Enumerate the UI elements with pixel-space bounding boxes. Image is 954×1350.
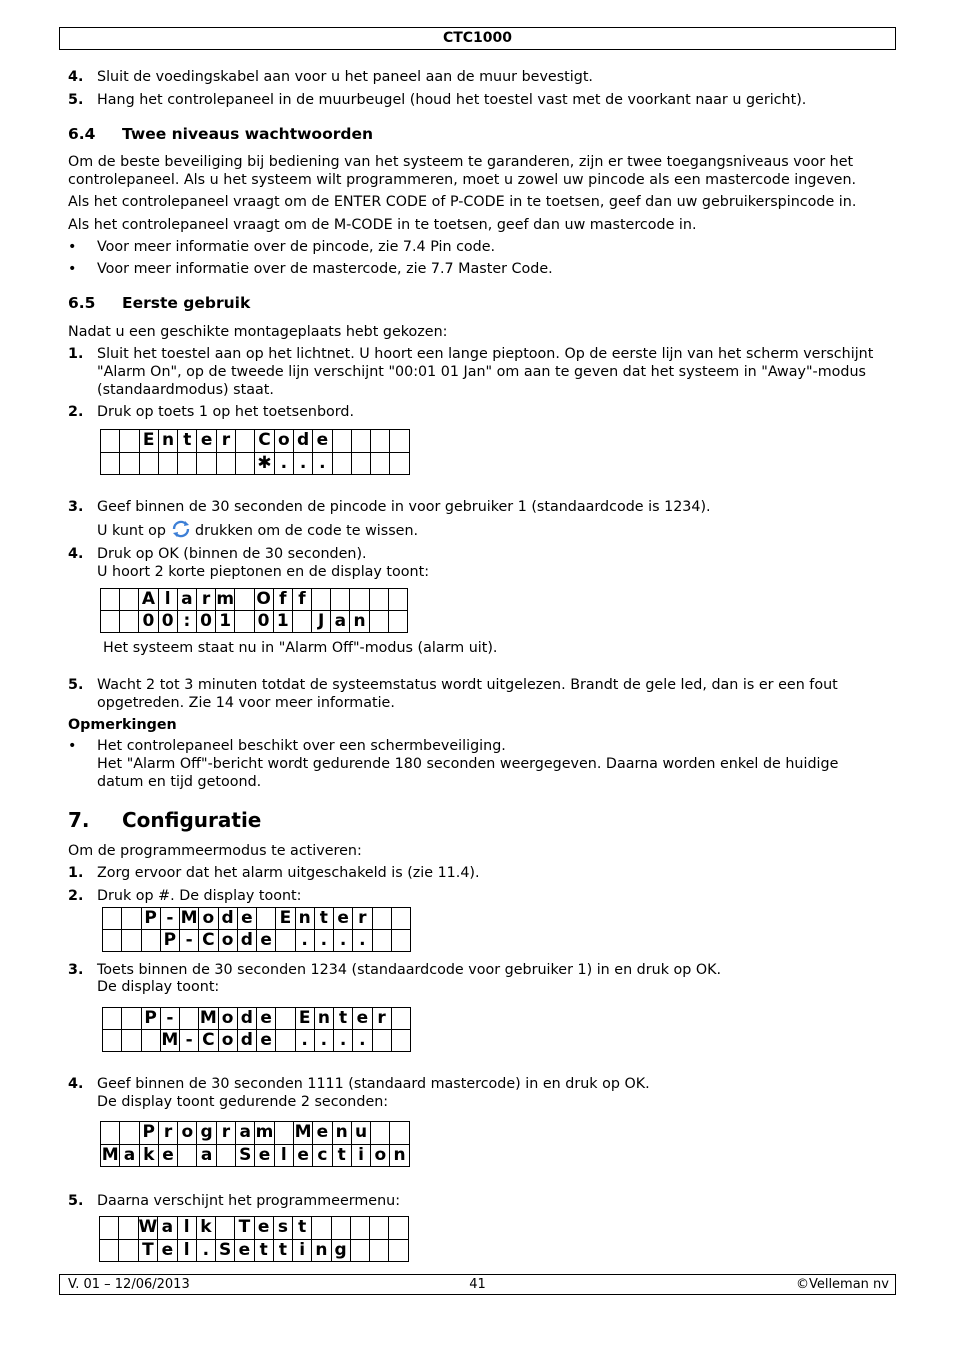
lcd-cell: g bbox=[331, 1239, 350, 1262]
lcd-cell: o bbox=[199, 908, 218, 930]
lcd-cell bbox=[257, 908, 276, 930]
step-text: Sluit het toestel aan op het lichtnet. U hoort een lange pieptoon. Op de eerste lijn van het scherm verschijnt "Alarm On", op de tweede lijn verschijnt "00:01 01 Jan" om aan te geven dat het systeem in "Away"-modus (standaardmodus) staat. bbox=[97, 346, 874, 398]
refresh-icon bbox=[171, 520, 191, 543]
lcd-cell bbox=[391, 1008, 410, 1030]
lcd-cell: e bbox=[353, 1008, 372, 1030]
lcd-cell bbox=[350, 1217, 369, 1240]
step-subtext: De display toont gedurende 2 seconden: bbox=[97, 1094, 389, 1110]
lcd-cell bbox=[370, 1239, 389, 1262]
lcd-cell bbox=[178, 1144, 197, 1167]
lcd-cell bbox=[370, 1217, 389, 1240]
lcd-cell: n bbox=[314, 1008, 333, 1030]
lcd-cell: 1 bbox=[273, 611, 292, 633]
lcd-cell: f bbox=[292, 589, 311, 611]
lcd-cell: 0 bbox=[158, 611, 177, 633]
lcd-cell: - bbox=[180, 1030, 199, 1052]
section-title: Twee niveaus wachtwoorden bbox=[122, 125, 374, 143]
lcd-display-program-menu bbox=[100, 1121, 410, 1167]
chapter-title: Configuratie bbox=[122, 808, 262, 832]
lcd-cell: o bbox=[218, 1008, 237, 1030]
lcd-cell bbox=[141, 1030, 160, 1052]
page-footer bbox=[59, 1274, 896, 1295]
lcd-cell: g bbox=[197, 1122, 216, 1145]
lcd-cell: P bbox=[139, 1122, 158, 1145]
bullet-subtext: Het "Alarm Off"-bericht wordt gedurende 180 seconden weergegeven. Daarna worden enkel de huidige datum en tijd getoond. bbox=[97, 756, 839, 790]
paragraph: Om de programmeermodus te activeren: bbox=[68, 843, 362, 859]
lcd-cell bbox=[369, 589, 388, 611]
step-text: Wacht 2 tot 3 minuten totdat de systeemstatus wordt uitgelezen. Brandt de gele led, dan is er een fout opgetreden. Zie 14 voor meer informatie. bbox=[97, 677, 838, 711]
lcd-cell bbox=[332, 452, 351, 475]
lcd-cell: l bbox=[274, 1144, 293, 1167]
lcd-cell: - bbox=[180, 930, 199, 952]
lcd-cell bbox=[391, 908, 410, 930]
lcd-cell bbox=[331, 1217, 350, 1240]
lcd-row bbox=[101, 452, 410, 475]
lcd-cell bbox=[122, 1030, 141, 1052]
lcd-cell: C bbox=[199, 1030, 218, 1052]
lcd-cell bbox=[351, 430, 370, 453]
lcd-cell: ✱ bbox=[255, 452, 274, 475]
lcd-cell bbox=[276, 1030, 295, 1052]
bullet-marker: • bbox=[68, 261, 77, 277]
lcd-row bbox=[103, 908, 411, 930]
lcd-cell: n bbox=[350, 611, 369, 633]
lcd-cell bbox=[236, 430, 255, 453]
lcd-cell bbox=[101, 589, 120, 611]
lcd-cell: . bbox=[295, 1030, 314, 1052]
lcd-cell bbox=[276, 1008, 295, 1030]
lcd-cell bbox=[274, 1122, 293, 1145]
lcd-cell: e bbox=[293, 1144, 312, 1167]
lcd-cell: e bbox=[334, 908, 353, 930]
paragraph: Als het controlepaneel vraagt om de ENTER CODE of P-CODE in te toetsen, geef dan uw gebruikerspincode in. bbox=[68, 194, 857, 210]
lcd-cell bbox=[312, 589, 331, 611]
lcd-cell: e bbox=[313, 1122, 332, 1145]
step-subtext-part: drukken om de code te wissen. bbox=[195, 523, 419, 539]
lcd-cell: d bbox=[293, 430, 312, 453]
step-number: 2. bbox=[68, 888, 84, 904]
page-number: 41 bbox=[469, 1277, 486, 1292]
paragraph: Als het controlepaneel vraagt om de M-CODE in te toetsen, geef dan uw mastercode in. bbox=[68, 217, 697, 233]
lcd-cell: r bbox=[196, 589, 215, 611]
lcd-cell: a bbox=[197, 1144, 216, 1167]
step-text: Daarna verschijnt het programmeermenu: bbox=[97, 1193, 401, 1209]
lcd-cell: f bbox=[273, 589, 292, 611]
lcd-cell: o bbox=[178, 1122, 197, 1145]
lcd-cell: r bbox=[158, 1122, 177, 1145]
lcd-cell: t bbox=[314, 908, 333, 930]
lcd-cell: M bbox=[161, 1030, 179, 1050]
lcd-row bbox=[101, 1122, 410, 1145]
lcd-display-walk-test bbox=[99, 1216, 409, 1262]
lcd-cell: e bbox=[158, 1144, 177, 1167]
lcd-cell: c bbox=[313, 1144, 332, 1167]
step-text: Zorg ervoor dat het alarm uitgeschakeld is (zie 11.4). bbox=[97, 865, 480, 881]
lcd-cell: t bbox=[332, 1144, 351, 1167]
lcd-cell bbox=[216, 1144, 235, 1167]
lcd-cell bbox=[292, 611, 311, 633]
lcd-display-enter-code bbox=[100, 429, 410, 475]
lcd-cell: W bbox=[138, 1217, 158, 1238]
lcd-cell bbox=[332, 430, 351, 453]
lcd-row bbox=[101, 611, 408, 633]
lcd-cell bbox=[120, 589, 139, 611]
lcd-cell bbox=[101, 611, 120, 633]
lcd-cell: a bbox=[331, 611, 350, 633]
step-number: 5. bbox=[68, 677, 84, 693]
lcd-cell: n bbox=[295, 908, 314, 930]
step-number: 4. bbox=[68, 1076, 84, 1092]
lcd-cell bbox=[372, 930, 391, 952]
lcd-cell bbox=[369, 611, 388, 633]
lcd-cell: . bbox=[313, 452, 332, 475]
lcd-cell: . bbox=[293, 452, 312, 475]
lcd-cell: . bbox=[353, 930, 372, 952]
lcd-cell: . bbox=[314, 930, 333, 952]
lcd-cell bbox=[197, 452, 216, 475]
lcd-cell: d bbox=[237, 930, 256, 952]
lcd-row bbox=[101, 1144, 410, 1167]
lcd-cell: m bbox=[255, 1122, 274, 1143]
lcd-cell bbox=[371, 1122, 390, 1145]
lcd-cell bbox=[101, 430, 120, 453]
lcd-row bbox=[103, 930, 411, 952]
lcd-cell bbox=[101, 452, 120, 475]
lcd-cell bbox=[120, 611, 139, 633]
lcd-cell bbox=[122, 1008, 141, 1030]
lcd-cell: n bbox=[390, 1144, 409, 1167]
lcd-cell bbox=[119, 1217, 138, 1240]
lcd-cell bbox=[390, 1122, 409, 1145]
lcd-cell bbox=[103, 930, 122, 952]
lcd-cell: k bbox=[139, 1144, 158, 1167]
lcd-cell: r bbox=[216, 1122, 235, 1145]
lcd-cell: . bbox=[196, 1239, 215, 1262]
step-text: Druk op #. De display toont: bbox=[97, 888, 302, 904]
lcd-cell: 0 bbox=[254, 611, 273, 633]
lcd-cell: e bbox=[254, 1217, 273, 1240]
footer-version: V. 01 – 12/06/2013 bbox=[68, 1277, 190, 1292]
step-number: 3. bbox=[68, 962, 84, 978]
lcd-cell: e bbox=[158, 1239, 177, 1262]
step-text: Geef binnen de 30 seconden de pincode in voor gebruiker 1 (standaardcode is 1234). bbox=[97, 499, 711, 515]
lcd-cell: n bbox=[312, 1239, 331, 1262]
lcd-row bbox=[103, 1008, 411, 1030]
lcd-cell bbox=[103, 1008, 122, 1030]
lcd-cell: t bbox=[254, 1239, 273, 1262]
lcd-cell: m bbox=[216, 589, 235, 609]
lcd-cell: T bbox=[235, 1217, 254, 1240]
lcd-cell: 1 bbox=[216, 611, 235, 633]
lcd-row bbox=[101, 589, 408, 611]
lcd-cell bbox=[122, 930, 141, 952]
lcd-cell: C bbox=[255, 430, 274, 453]
lcd-cell bbox=[276, 930, 295, 952]
lcd-cell: a bbox=[120, 1144, 139, 1167]
lcd-row bbox=[100, 1239, 409, 1262]
lcd-cell: o bbox=[371, 1144, 390, 1167]
lcd-cell bbox=[350, 589, 369, 611]
bullet-text: Het controlepaneel beschikt over een schermbeveiliging. bbox=[97, 738, 506, 754]
lcd-cell bbox=[158, 452, 177, 475]
lcd-cell bbox=[103, 908, 122, 930]
lcd-cell: t bbox=[293, 1217, 312, 1240]
lcd-cell bbox=[178, 452, 197, 475]
lcd-cell: o bbox=[274, 430, 293, 453]
lcd-cell: S bbox=[216, 1239, 235, 1262]
lcd-cell bbox=[141, 930, 160, 952]
lcd-display-alarm-off bbox=[100, 588, 408, 633]
lcd-cell: i bbox=[293, 1239, 312, 1262]
lcd-cell bbox=[371, 430, 390, 453]
lcd-cell: d bbox=[237, 1030, 256, 1052]
lcd-cell bbox=[351, 452, 370, 475]
lcd-cell: u bbox=[351, 1122, 370, 1145]
lcd-cell bbox=[312, 1217, 331, 1240]
lcd-cell: t bbox=[273, 1239, 292, 1262]
lcd-cell: M bbox=[101, 1144, 119, 1165]
section-title: Eerste gebruik bbox=[122, 294, 251, 312]
lcd-row bbox=[103, 1030, 411, 1052]
step-subtext bbox=[97, 520, 887, 543]
lcd-cell bbox=[391, 930, 410, 952]
lcd-cell bbox=[101, 1122, 120, 1145]
lcd-row bbox=[101, 430, 410, 453]
lcd-cell: P bbox=[160, 930, 179, 952]
lcd-cell: r bbox=[353, 908, 372, 930]
lcd-cell bbox=[372, 1030, 391, 1052]
footer-copyright: ©Velleman nv bbox=[795, 1277, 889, 1292]
lcd-cell: l bbox=[158, 589, 177, 611]
step-number: 4. bbox=[68, 69, 84, 85]
lcd-cell: : bbox=[177, 611, 196, 633]
step-subtext: U hoort 2 korte pieptonen en de display toont: bbox=[97, 564, 430, 580]
lcd-cell bbox=[122, 908, 141, 930]
step-subtext: De display toont: bbox=[97, 979, 220, 995]
lcd-cell: o bbox=[218, 1030, 237, 1052]
step-number: 2. bbox=[68, 404, 84, 420]
lcd-cell: a bbox=[177, 589, 196, 611]
lcd-cell: E bbox=[295, 1008, 314, 1030]
lcd-cell: e bbox=[197, 430, 216, 453]
step-number: 4. bbox=[68, 546, 84, 562]
paragraph: Nadat u een geschikte montageplaats hebt gekozen: bbox=[68, 324, 448, 340]
lcd-cell: r bbox=[216, 430, 235, 453]
lcd-cell: o bbox=[218, 930, 237, 952]
lcd-cell bbox=[120, 1122, 139, 1145]
lcd-cell bbox=[388, 611, 407, 633]
lcd-cell bbox=[390, 430, 409, 453]
lcd-cell bbox=[391, 1030, 410, 1052]
bullet-marker: • bbox=[68, 738, 77, 754]
lcd-cell bbox=[100, 1239, 119, 1262]
lcd-cell: M bbox=[294, 1122, 312, 1143]
lcd-cell: d bbox=[237, 1008, 256, 1030]
lcd-cell bbox=[139, 452, 158, 475]
step-text: Sluit de voedingskabel aan voor u het paneel aan de muur bevestigt. bbox=[97, 69, 593, 85]
lcd-cell: s bbox=[273, 1217, 292, 1240]
step-subtext-part: U kunt op bbox=[97, 523, 166, 539]
lcd-cell: k bbox=[196, 1217, 215, 1240]
step-text: Druk op OK (binnen de 30 seconden). bbox=[97, 546, 367, 562]
step-number: 5. bbox=[68, 92, 84, 108]
section-number: 6.5 bbox=[68, 294, 96, 312]
lcd-cell bbox=[120, 430, 139, 453]
lcd-cell: . bbox=[334, 1030, 353, 1052]
step-text: Druk op toets 1 op het toetsenbord. bbox=[97, 404, 355, 420]
lcd-cell bbox=[350, 1239, 369, 1262]
lcd-cell bbox=[372, 908, 391, 930]
lcd-cell bbox=[235, 589, 254, 611]
lcd-cell: A bbox=[139, 589, 158, 611]
lcd-cell: M bbox=[199, 1008, 217, 1028]
step-text: Hang het controlepaneel in de muurbeugel (houd het toestel vast met de voorkant naar u gericht). bbox=[97, 92, 807, 108]
lcd-cell bbox=[235, 611, 254, 633]
lcd-cell bbox=[389, 1239, 408, 1262]
lcd-cell: E bbox=[139, 430, 158, 453]
lcd-cell: M bbox=[180, 908, 198, 928]
lcd-cell: S bbox=[236, 1144, 255, 1167]
lcd-cell: - bbox=[160, 1008, 179, 1030]
lcd-cell: n bbox=[332, 1122, 351, 1145]
lcd-cell: E bbox=[276, 908, 295, 930]
lcd-cell bbox=[180, 1008, 199, 1030]
bullet-text: Voor meer informatie over de pincode, zie 7.4 Pin code. bbox=[97, 239, 496, 255]
lcd-cell bbox=[119, 1239, 138, 1262]
lcd-cell bbox=[388, 589, 407, 611]
lcd-cell: P bbox=[141, 1008, 160, 1030]
step-text: Toets binnen de 30 seconden 1234 (standaardcode voor gebruiker 1) in en druk op OK. bbox=[97, 962, 722, 978]
lcd-cell: 0 bbox=[139, 611, 158, 633]
lcd-cell: r bbox=[372, 1008, 391, 1030]
lcd-cell: e bbox=[313, 430, 332, 453]
lcd-cell bbox=[390, 452, 409, 475]
lcd-cell: e bbox=[255, 1144, 274, 1167]
step-number: 3. bbox=[68, 499, 84, 515]
lcd-cell: O bbox=[254, 589, 273, 611]
lcd-cell bbox=[216, 452, 235, 475]
lcd-cell: e bbox=[237, 908, 256, 930]
lcd-cell: T bbox=[138, 1239, 158, 1262]
lcd-cell bbox=[389, 1217, 408, 1240]
lcd-cell: a bbox=[236, 1122, 255, 1145]
lcd-cell: n bbox=[158, 430, 177, 453]
bullet-text: Voor meer informatie over de mastercode, zie 7.7 Master Code. bbox=[97, 261, 553, 277]
lcd-cell bbox=[331, 589, 350, 611]
lcd-cell: . bbox=[334, 930, 353, 952]
page-header: CTC1000 bbox=[59, 27, 896, 50]
lcd-cell: . bbox=[353, 1030, 372, 1052]
lcd-cell bbox=[120, 452, 139, 475]
lcd-cell bbox=[236, 452, 255, 475]
lcd-display-pmode-pcode bbox=[102, 907, 411, 952]
section-number: 6.4 bbox=[68, 125, 96, 143]
lcd-cell: l bbox=[177, 1239, 196, 1262]
lcd-row bbox=[100, 1217, 409, 1240]
bullet-marker: • bbox=[68, 239, 77, 255]
lcd-cell: l bbox=[177, 1217, 196, 1240]
lcd-cell: t bbox=[178, 430, 197, 453]
lcd-cell: e bbox=[257, 1008, 276, 1030]
lcd-display-pmode-mcode bbox=[102, 1007, 411, 1052]
lcd-cell: e bbox=[257, 1030, 276, 1052]
lcd-cell: J bbox=[312, 611, 331, 633]
step-number: 1. bbox=[68, 865, 84, 881]
lcd-cell: 0 bbox=[196, 611, 215, 633]
step-subtext: Het systeem staat nu in "Alarm Off"-modus (alarm uit). bbox=[103, 640, 498, 656]
lcd-cell bbox=[371, 452, 390, 475]
lcd-cell bbox=[100, 1217, 119, 1240]
lcd-cell bbox=[103, 1030, 122, 1052]
lcd-cell: d bbox=[218, 908, 237, 930]
notes-heading: Opmerkingen bbox=[68, 717, 177, 733]
step-number: 5. bbox=[68, 1193, 84, 1209]
lcd-cell: . bbox=[314, 1030, 333, 1052]
lcd-cell: e bbox=[235, 1239, 254, 1262]
lcd-cell: - bbox=[160, 908, 179, 930]
lcd-cell: . bbox=[274, 452, 293, 475]
lcd-cell: P bbox=[141, 908, 160, 930]
chapter-number: 7. bbox=[68, 808, 90, 832]
paragraph: Om de beste beveiliging bij bediening van het systeem te garanderen, zijn er twee toegangsniveaus voor het controlepaneel. Als u het systeem wilt programmeren, moet u zowel uw pincode als een mastercode ingeven. bbox=[68, 154, 857, 188]
lcd-cell: t bbox=[334, 1008, 353, 1030]
lcd-cell: i bbox=[351, 1144, 370, 1167]
step-number: 1. bbox=[68, 346, 84, 362]
step-text: Geef binnen de 30 seconden 1111 (standaard mastercode) in en druk op OK. bbox=[97, 1076, 650, 1092]
lcd-cell: e bbox=[257, 930, 276, 952]
lcd-cell: . bbox=[295, 930, 314, 952]
lcd-cell bbox=[216, 1217, 235, 1240]
lcd-cell: C bbox=[199, 930, 218, 952]
lcd-cell: a bbox=[158, 1217, 177, 1240]
